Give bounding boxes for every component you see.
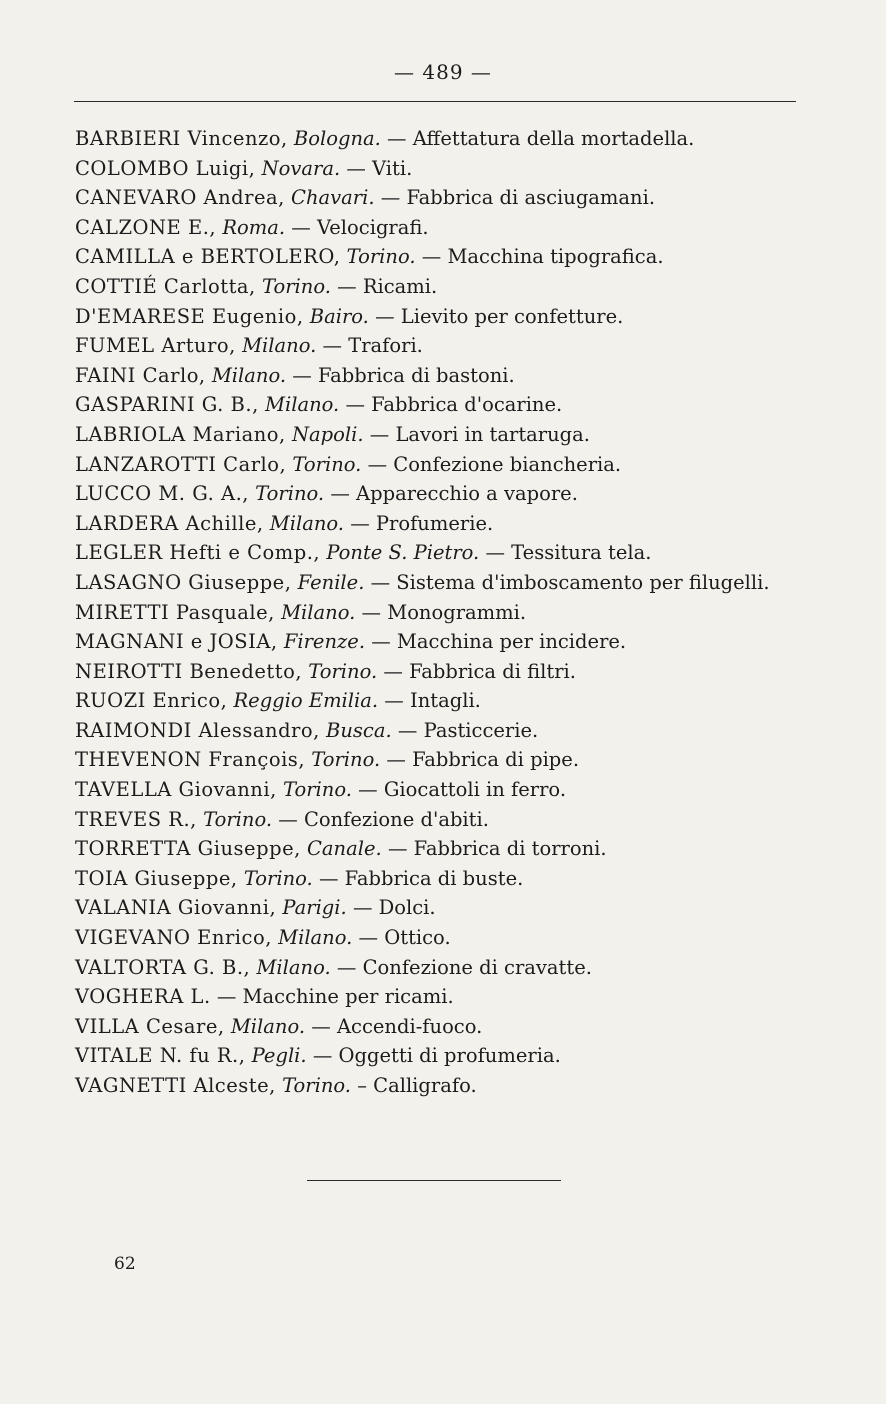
list-item [75,1041,835,1071]
exhibitor-name: BARBIERI Vincenzo, [75,127,288,150]
exhibit-description: — Fabbrica di asciugamani. [380,186,656,210]
exhibitor-place: Parigi. [282,896,347,920]
exhibitor-name: LANZAROTTI Carlo, [75,452,287,476]
exhibitor-place: Torino. [308,659,378,683]
list-item [75,154,835,184]
exhibitor-name: COTTIÉ Carlotta, [75,274,256,298]
list-item [75,686,835,716]
exhibitor-place: Torino. [292,452,362,476]
exhibitor-place: Milano. [211,363,287,387]
exhibit-description: — Viti. [346,156,413,180]
exhibitor-name: NEIROTTI Benedetto, [75,659,303,683]
exhibit-description: — Tessitura tela. [485,541,652,565]
exhibit-description: — Lievito per confetture. [375,304,624,328]
exhibitor-name: COLOMBO Luigi, [75,156,256,180]
exhibitor-name: CAMILLA e BERTOLERO, [75,245,341,269]
exhibitor-place: Milano. [230,1014,306,1038]
exhibitor-name: TORRETTA Giuseppe, [75,837,301,861]
exhibit-description: — Giocattoli in ferro. [358,778,567,802]
exhibit-description: — Fabbrica di pipe. [386,748,580,772]
exhibitor-name: CANEVARO Andrea, [75,186,285,210]
exhibitor-place: Milano. [265,393,340,417]
list-item [75,450,835,480]
exhibitor-place: Busca. [326,718,392,742]
exhibit-description: — Monogrammi. [361,600,527,624]
exhibit-description: – Calligrafo. [357,1074,477,1097]
exhibitor-place: Torino. [283,778,352,802]
exhibit-description: — Pasticcerie. [397,718,539,742]
exhibit-description: — Fabbrica d'ocarine. [345,393,563,417]
exhibitor-name: LUCCO M. G. A., [75,482,249,506]
exhibitor-place: Milano. [242,334,317,358]
list-item [75,509,835,539]
exhibit-description: — Accendi-fuoco. [311,1014,483,1038]
list-item [75,183,835,213]
exhibit-description: — Ricami. [337,274,438,298]
exhibitor-name: LARDERA Achille, [75,511,264,535]
exhibit-description: — Apparecchio a vapore. [330,482,578,506]
exhibitor-name: GASPARINI G. B., [75,393,259,417]
exhibitor-name: VIGEVANO Enrico, [75,926,272,950]
exhibitor-place: Bairo. [309,304,369,328]
exhibitor-place: Pegli. [251,1044,307,1068]
list-item [75,953,835,983]
list-item [75,1071,835,1101]
exhibit-description: — Affettatura della mortadella. [387,127,695,150]
exhibit-description: — Lavori in tartaruga. [369,422,590,446]
exhibitor-place: Reggio Emilia. [233,689,379,713]
exhibitor-place: Chavari. [291,186,375,210]
exhibitor-name: TREVES R., [75,807,197,831]
page-number: — 489 — [394,60,492,84]
exhibitor-place: Torino. [255,482,325,506]
exhibitor-name: VILLA Cesare, [75,1014,225,1038]
exhibitor-place: Canale. [307,837,382,861]
exhibit-description: — Macchine per ricami. [216,985,454,1009]
exhibitor-name: VALTORTA G. B., [75,955,251,979]
list-item [75,982,835,1012]
exhibit-description: — Dolci. [352,896,436,920]
list-item [75,331,835,361]
exhibitor-name: FAINI Carlo, [75,363,206,387]
exhibitor-name: TAVELLA Giovanni, [75,778,277,802]
list-item [75,893,835,923]
exhibit-description: — Confezione d'abiti. [278,807,489,831]
exhibitor-place: Torino. [311,748,381,772]
exhibitor-name: FUMEL Arturo, [75,334,236,358]
exhibitor-name: RAIMONDI Alessandro, [75,718,320,742]
exhibitor-name: LASAGNO Giuseppe, [75,570,292,594]
list-item [75,1012,835,1042]
list-item [75,923,835,953]
list-item [75,390,835,420]
list-item [75,775,835,805]
list-item [75,568,835,598]
bottom-rule [307,1180,561,1181]
exhibitor-name: VALANIA Giovanni, [75,896,277,920]
list-item [75,627,835,657]
exhibitor-place: Milano. [269,511,344,535]
exhibitor-name: CALZONE E., [75,215,217,239]
list-item [75,864,835,894]
list-item [75,716,835,746]
exhibit-description: — Macchina per incidere. [371,630,627,654]
exhibit-description: — Profumerie. [350,511,494,535]
exhibitor-place: Torino. [243,866,313,890]
exhibitor-name: D'EMARESE Eugenio, [75,304,304,328]
list-item [75,302,835,332]
exhibitor-name: TOIA Giuseppe, [75,866,238,890]
exhibit-description: — Fabbrica di buste. [318,866,524,890]
exhibit-description: — Oggetti di profumeria. [312,1044,561,1068]
list-item [75,213,835,243]
top-rule [74,101,796,102]
exhibitor-place: Roma. [222,215,286,239]
exhibit-description: — Fabbrica di filtri. [383,659,576,683]
exhibitor-place: Firenze. [283,630,366,654]
list-item [75,124,835,154]
exhibit-description: — Fabbrica di bastoni. [292,363,515,387]
exhibitor-place: Novara. [261,156,341,180]
list-item [75,805,835,835]
exhibitor-place: Fenile. [297,570,365,594]
list-item [75,272,835,302]
exhibitor-name: LABRIOLA Mariano, [75,422,286,446]
list-item [75,361,835,391]
exhibit-description: — Ottico. [358,926,451,950]
exhibitor-name: MAGNANI e JOSIA, [75,630,278,654]
exhibitor-name: THEVENON François, [75,748,306,772]
exhibit-description: — Confezione biancheria. [367,452,622,476]
exhibitor-name: LEGLER Hefti e Comp., [75,541,321,565]
exhibitor-place: Torino. [282,1074,352,1097]
exhibitor-name: VOGHERA L. [75,985,211,1009]
exhibitor-place: Bologna. [293,127,381,150]
exhibitor-name: MIRETTI Pasquale, [75,600,275,624]
exhibitor-place: Torino. [203,807,273,831]
exhibitor-place: Torino. [261,274,331,298]
exhibitor-name: RUOZI Enrico, [75,689,228,713]
exhibitor-name: VITALE N. fu R., [75,1044,246,1068]
exhibitor-name: VAGNETTI Alceste, [75,1074,276,1097]
exhibitor-place: Torino. [346,245,416,269]
list-item [75,420,835,450]
list-item [75,834,835,864]
exhibit-description: — Sistema d'imboscamento per filugelli. [370,570,770,594]
list-item [75,598,835,628]
entry-list [75,124,835,1101]
exhibit-description: — Velocigrafi. [291,215,429,239]
exhibit-description: — Confezione di cravatte. [336,955,592,979]
exhibit-description: — Fabbrica di torroni. [387,837,607,861]
signature-mark: 62 [114,1254,136,1274]
exhibit-description: — Macchina tipografica. [421,245,664,269]
list-item [75,657,835,687]
list-item [75,479,835,509]
list-item [75,745,835,775]
list-item [75,242,835,272]
exhibitor-place: Napoli. [291,422,364,446]
exhibitor-place: Ponte S. Pietro. [326,541,480,565]
exhibit-description: — Intagli. [384,689,481,713]
exhibitor-place: Milano. [281,600,356,624]
list-item [75,538,835,568]
exhibitor-place: Milano. [278,926,353,950]
exhibitor-place: Milano. [256,955,331,979]
exhibit-description: — Trafori. [322,334,423,358]
